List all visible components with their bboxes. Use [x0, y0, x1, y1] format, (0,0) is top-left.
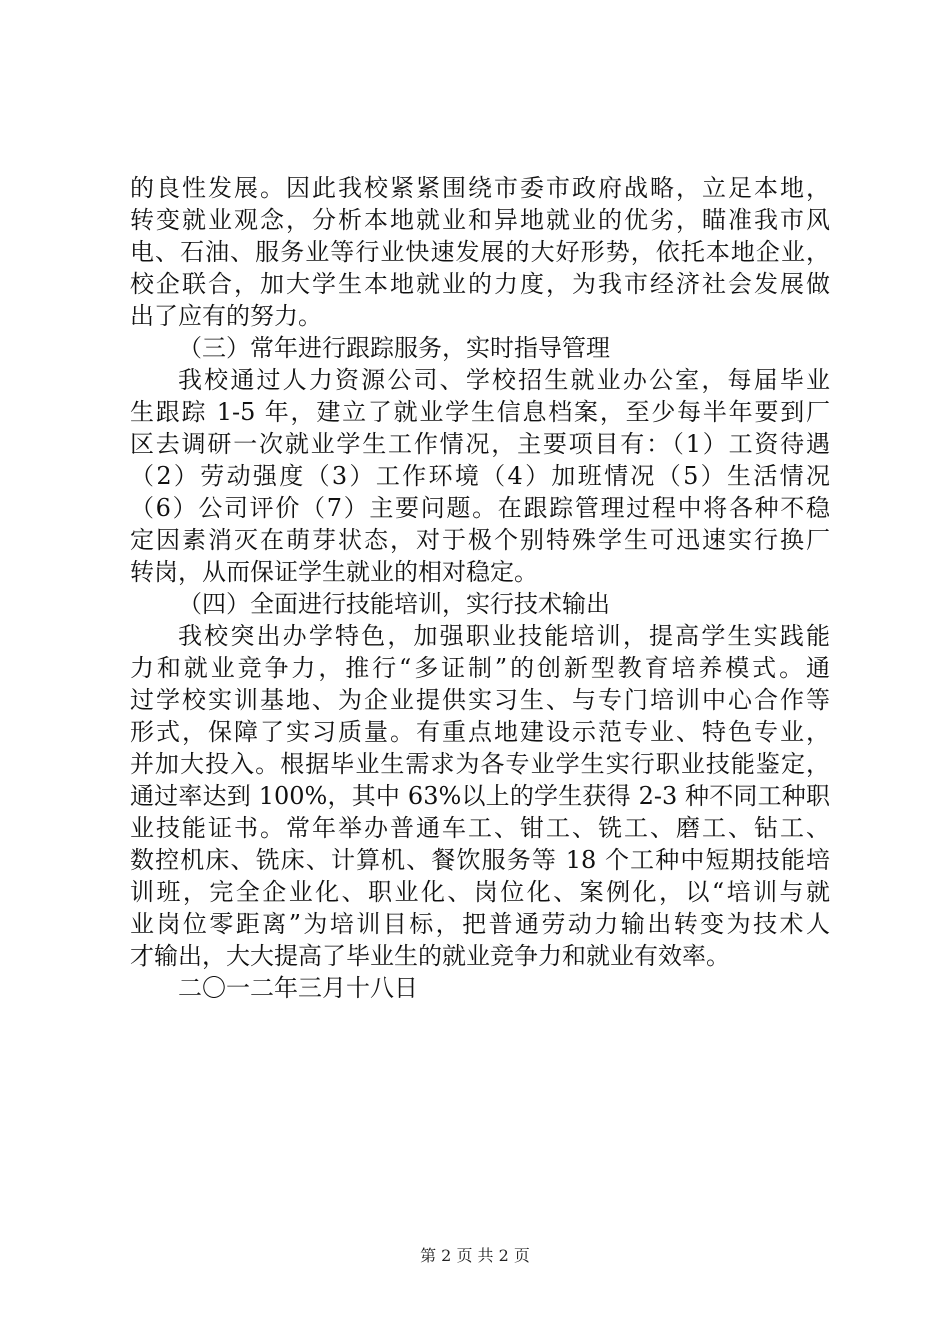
- text-line: 生跟踪 1-5 年，建立了就业学生信息档案，至少每半年要到厂: [130, 398, 830, 426]
- text-line: 转变就业观念，分析本地就业和异地就业的优劣，瞄准我市风: [130, 206, 830, 234]
- text-line: 业技能证书。常年举办普通车工、钳工、铣工、磨工、钻工、: [130, 814, 830, 842]
- section-heading: （四）全面进行技能培训，实行技术输出: [178, 590, 610, 618]
- text-line: 并加大投入。根据毕业生需求为各专业学生实行职业技能鉴定，: [130, 750, 830, 778]
- text-line: 形式，保障了实习质量。有重点地建设示范专业、特色专业，: [130, 718, 830, 746]
- text-line: 才输出，大大提高了毕业生的就业竞争力和就业有效率。: [130, 942, 730, 970]
- text-line: （6）公司评价（7）主要问题。在跟踪管理过程中将各种不稳: [130, 494, 830, 522]
- text-line: 定因素消灭在萌芽状态，对于极个别特殊学生可迅速实行换厂: [130, 526, 830, 554]
- text-line: 我校通过人力资源公司、学校招生就业办公室，每届毕业: [178, 366, 830, 394]
- text-line: 转岗，从而保证学生就业的相对稳定。: [130, 558, 538, 586]
- text-line: 区去调研一次就业学生工作情况，主要项目有：（1）工资待遇: [130, 430, 830, 458]
- text-line: 通过率达到 100%，其中 63%以上的学生获得 2-3 种不同工种职: [130, 782, 830, 810]
- section-heading: （三）常年进行跟踪服务，实时指导管理: [178, 334, 610, 362]
- text-line: 校企联合，加大学生本地就业的力度，为我市经济社会发展做: [130, 270, 830, 298]
- text-line: 力和就业竞争力，推行“多证制”的创新型教育培养模式。通: [130, 654, 830, 682]
- text-line: （2）劳动强度（3）工作环境（4）加班情况（5）生活情况: [130, 462, 830, 490]
- text-line: 的良性发展。因此我校紧紧围绕市委市政府战略，立足本地，: [130, 174, 830, 202]
- document-date: 二〇一二年三月十八日: [178, 974, 418, 1002]
- text-line: 业岗位零距离”为培训目标，把普通劳动力输出转变为技术人: [130, 910, 830, 938]
- text-line: 过学校实训基地、为企业提供实习生、与专门培训中心合作等: [130, 686, 830, 714]
- text-line: 训班，完全企业化、职业化、岗位化、案例化，以“培训与就: [130, 878, 830, 906]
- text-line: 电、石油、服务业等行业快速发展的大好形势，依托本地企业，: [130, 238, 830, 266]
- text-line: 我校突出办学特色，加强职业技能培训，提高学生实践能: [178, 622, 830, 650]
- page-number-label: 第 2 页 共 2 页: [420, 1246, 530, 1265]
- page-footer: [0, 1246, 950, 1266]
- text-line: 数控机床、铣床、计算机、餐饮服务等 18 个工种中短期技能培: [130, 846, 830, 874]
- document-body: [130, 172, 830, 1004]
- text-line: 出了应有的努力。: [130, 302, 322, 330]
